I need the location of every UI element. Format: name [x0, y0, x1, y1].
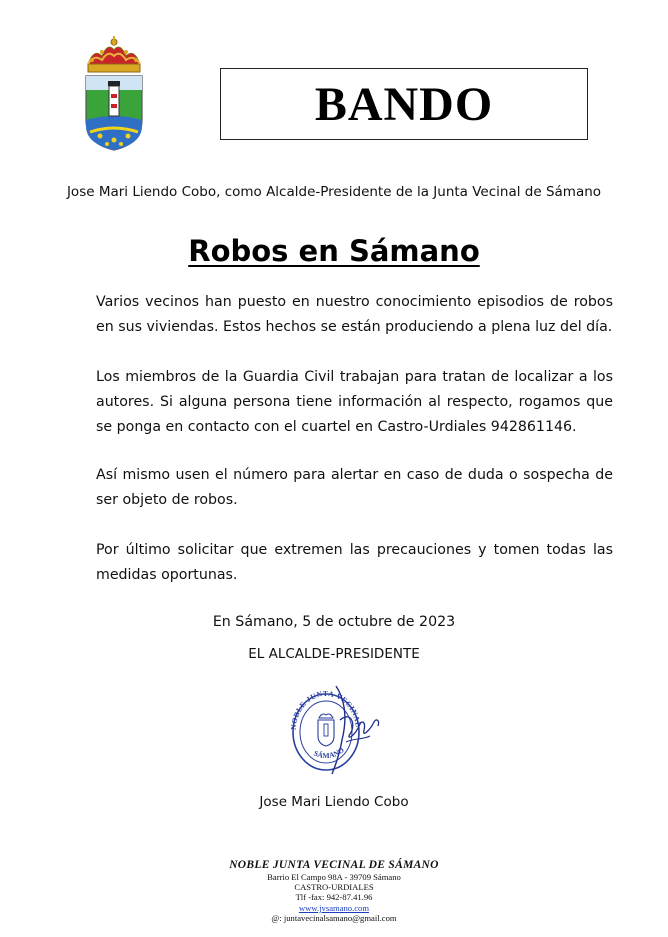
svg-text:NOBLE JUNTA VECINAL: NOBLE JUNTA VECINAL	[288, 688, 363, 731]
footer-address: Barrio El Campo 98A - 39709 Sámano	[267, 872, 401, 882]
footer	[0, 858, 668, 923]
coat-of-arms-icon	[80, 34, 148, 152]
svg-text:SÁMANO: SÁMANO	[312, 745, 346, 761]
document-title: BANDO	[314, 77, 494, 131]
page-heading: Robos en Sámano	[188, 234, 480, 268]
paragraph: Así mismo usen el número para alertar en caso de duda o sospecha de ser objeto de robos.	[96, 467, 613, 508]
signer-role: EL ALCALDE-PRESIDENTE	[248, 646, 420, 662]
intro-line: Jose Mari Liendo Cobo, como Alcalde-Presidente de la Junta Vecinal de Sámano	[66, 184, 602, 200]
footer-email[interactable]: @: juntavecinalsamano@gmail.com	[271, 912, 397, 923]
official-seal-icon	[282, 680, 392, 780]
footer-city: CASTRO-URDIALES	[294, 882, 374, 893]
date-line: En Sámano, 5 de octubre de 2023	[212, 614, 456, 630]
footer-org: NOBLE JUNTA VECINAL DE SÁMANO	[229, 859, 439, 871]
footer-phone: Tlf -fax: 942-87.41.96	[295, 892, 373, 903]
paragraph: Por último solicitar que extremen las precauciones y tomen todas las medidas oportunas.	[96, 542, 613, 583]
signer-name: Jose Mari Liendo Cobo	[259, 794, 409, 810]
paragraph: Varios vecinos han puesto en nuestro conocimiento episodios de robos en sus viviendas. Estos hechos se están produciendo a plena luz del día.	[96, 294, 613, 335]
paragraph: Los miembros de la Guardia Civil trabajan para tratan de localizar a los autores. Si alguna persona tiene información al respecto, rogamos que se ponga en contacto con el cuartel en Castro-Urdiales 942861146.	[96, 369, 613, 435]
website-link[interactable]: www.jvsamano.com	[298, 902, 370, 913]
title-box	[220, 68, 588, 140]
